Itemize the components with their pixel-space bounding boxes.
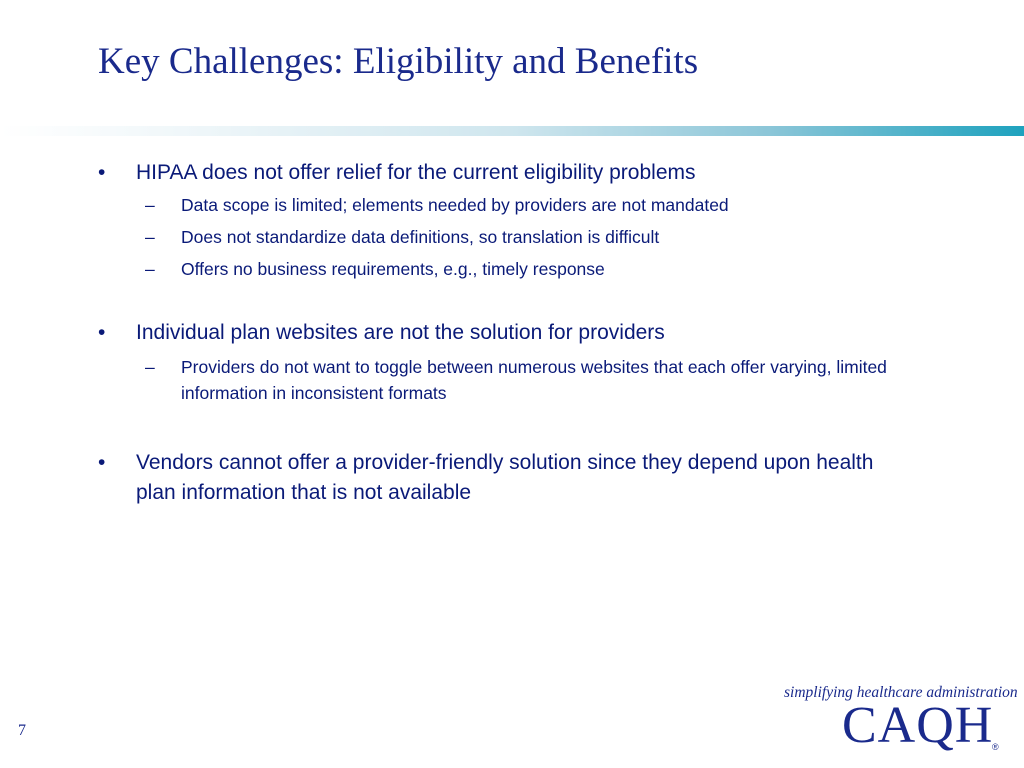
page-number: 7 [18, 722, 26, 739]
title-divider [0, 126, 1024, 136]
bullet-marker: • [98, 161, 106, 184]
bullet-item [98, 318, 918, 348]
bullet-text: Individual plan websites are not the solution for providers [136, 321, 665, 344]
logo-wordmark: CAQH [842, 697, 994, 754]
sub-bullet-text: Does not standardize data definitions, so translation is difficult [181, 227, 660, 247]
dash-marker: – [145, 357, 155, 377]
bullet-text: Vendors cannot offer a provider-friendly solution since they depend upon health plan information that is not available [136, 451, 874, 504]
sub-bullet-text: Offers no business requirements, e.g., timely response [181, 259, 605, 279]
bullet-marker: • [98, 321, 106, 344]
bullet-item [98, 158, 918, 188]
dash-marker: – [145, 259, 155, 279]
sub-bullet-text: Providers do not want to toggle between numerous websites that each offer varying, limited information in inconsistent formats [181, 357, 887, 403]
sub-bullet-text: Data scope is limited; elements needed by providers are not mandated [181, 195, 729, 215]
registered-mark: ® [992, 742, 999, 752]
bullet-marker: • [98, 451, 106, 474]
caqh-logo [780, 684, 1018, 764]
sub-bullet-item [145, 256, 905, 282]
dash-marker: – [145, 227, 155, 247]
bullet-item [98, 448, 918, 508]
sub-bullet-item [145, 192, 905, 218]
dash-marker: – [145, 195, 155, 215]
sub-bullet-item [145, 224, 905, 250]
sub-bullet-item [145, 354, 905, 406]
slide-title: Key Challenges: Eligibility and Benefits [98, 41, 699, 82]
bullet-text: HIPAA does not offer relief for the current eligibility problems [136, 161, 696, 184]
logo-tagline: simplifying healthcare administration [784, 684, 1018, 701]
